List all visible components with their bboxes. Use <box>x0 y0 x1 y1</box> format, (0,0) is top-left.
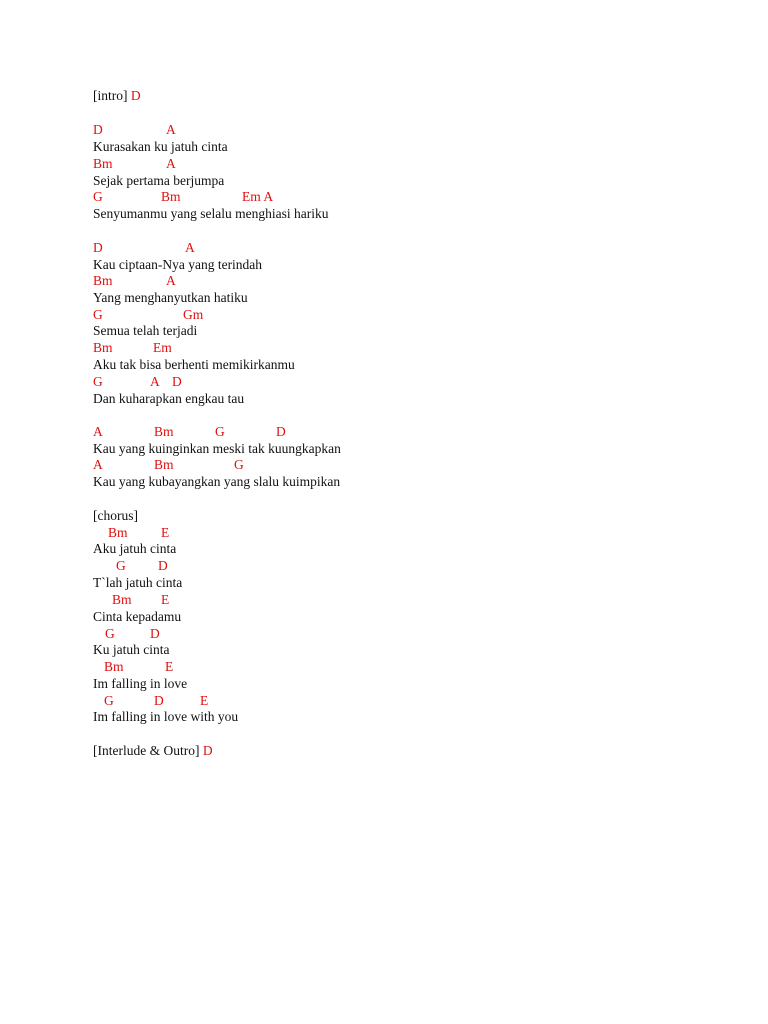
verse1-lyric-line-3: Senyumanmu yang selalu menghiasi hariku <box>93 206 329 221</box>
chord: A <box>93 457 103 472</box>
chord: E <box>161 592 170 607</box>
chord: E <box>200 693 209 708</box>
chorus-chord-line-4 <box>93 625 160 642</box>
verse2-chord-line-5 <box>93 373 182 390</box>
chord: Bm <box>93 340 113 355</box>
verse1-chord-line-3 <box>93 188 274 205</box>
intro-label: [intro] <box>93 88 128 103</box>
chord: G <box>215 424 225 439</box>
verse2-chord-line-3 <box>93 306 204 323</box>
chorus-chord-line-6 <box>93 692 209 709</box>
chord: D <box>93 122 103 137</box>
chord: G <box>93 189 103 204</box>
chorus-lyric-line-1: Aku jatuh cinta <box>93 541 177 556</box>
chord: G <box>93 374 103 389</box>
verse1-chord-line-1 <box>93 121 176 138</box>
chord: G <box>93 307 103 322</box>
chorus-chord-line-2 <box>93 557 168 574</box>
chord: Bm <box>161 189 181 204</box>
chorus-lyric-line-2: T`lah jatuh cinta <box>93 575 183 590</box>
chord: D <box>150 626 160 641</box>
chorus-lyric-line-5: Im falling in love <box>93 676 188 691</box>
chord: A <box>166 273 176 288</box>
chord: D <box>172 374 182 389</box>
chord: D <box>93 240 103 255</box>
chord: Em <box>153 340 172 355</box>
verse1-lyric-line-2: Sejak pertama berjumpa <box>93 173 225 188</box>
chord: Bm <box>104 659 124 674</box>
outro-label: [Interlude & Outro] <box>93 743 200 758</box>
chord: Bm <box>108 525 128 540</box>
chord: A <box>166 122 176 137</box>
verse2-lyric-line-1: Kau ciptaan-Nya yang terindah <box>93 257 263 272</box>
chord: G <box>234 457 244 472</box>
chord: A <box>150 374 160 389</box>
bridge-chord-line-1 <box>93 423 286 440</box>
chord: Bm <box>93 273 113 288</box>
chorus-label: [chorus] <box>93 508 138 523</box>
chord: Gm <box>183 307 204 322</box>
bridge-chord-line-2 <box>93 456 244 473</box>
chord: Bm <box>154 457 174 472</box>
chorus-lyric-line-4: Ku jatuh cinta <box>93 642 170 657</box>
chorus-lyric-line-6: Im falling in love with you <box>93 709 239 724</box>
outro-chord: D <box>202 743 213 758</box>
verse2-chord-line-4 <box>93 339 172 356</box>
chord: A <box>185 240 195 255</box>
verse1-lyric-line-1: Kurasakan ku jatuh cinta <box>93 139 228 154</box>
chorus-chord-line-3 <box>93 591 170 608</box>
verse2-chord-line-1 <box>93 239 195 256</box>
verse2-lyric-line-4: Aku tak bisa berhenti memikirkanmu <box>93 357 295 372</box>
chord: Bm <box>154 424 174 439</box>
chorus-lyric-line-3: Cinta kepadamu <box>93 609 182 624</box>
chord: G <box>105 626 115 641</box>
chord: A <box>93 424 103 439</box>
chord: Em A <box>242 189 274 204</box>
chord: G <box>116 558 126 573</box>
verse1-chord-line-2 <box>93 155 176 172</box>
chord: E <box>165 659 174 674</box>
outro-line <box>93 742 213 759</box>
verse2-lyric-line-5: Dan kuharapkan engkau tau <box>93 391 245 406</box>
intro-chord: D <box>130 88 141 103</box>
bridge-lyric-line-1: Kau yang kuinginkan meski tak kuungkapkan <box>93 441 341 456</box>
chord: D <box>276 424 286 439</box>
intro-line <box>93 87 141 104</box>
chord: G <box>104 693 114 708</box>
chord: D <box>158 558 168 573</box>
bridge-lyric-line-2: Kau yang kubayangkan yang slalu kuimpikan <box>93 474 341 489</box>
chord: Bm <box>112 592 132 607</box>
verse2-lyric-line-2: Yang menghanyutkan hatiku <box>93 290 248 305</box>
chord: A <box>166 156 176 171</box>
verse2-lyric-line-3: Semua telah terjadi <box>93 323 198 338</box>
chorus-chord-line-5 <box>93 658 174 675</box>
chorus-chord-line-1 <box>93 524 170 541</box>
verse2-chord-line-2 <box>93 272 176 289</box>
chord: D <box>154 693 164 708</box>
chord: Bm <box>93 156 113 171</box>
chord: E <box>161 525 170 540</box>
